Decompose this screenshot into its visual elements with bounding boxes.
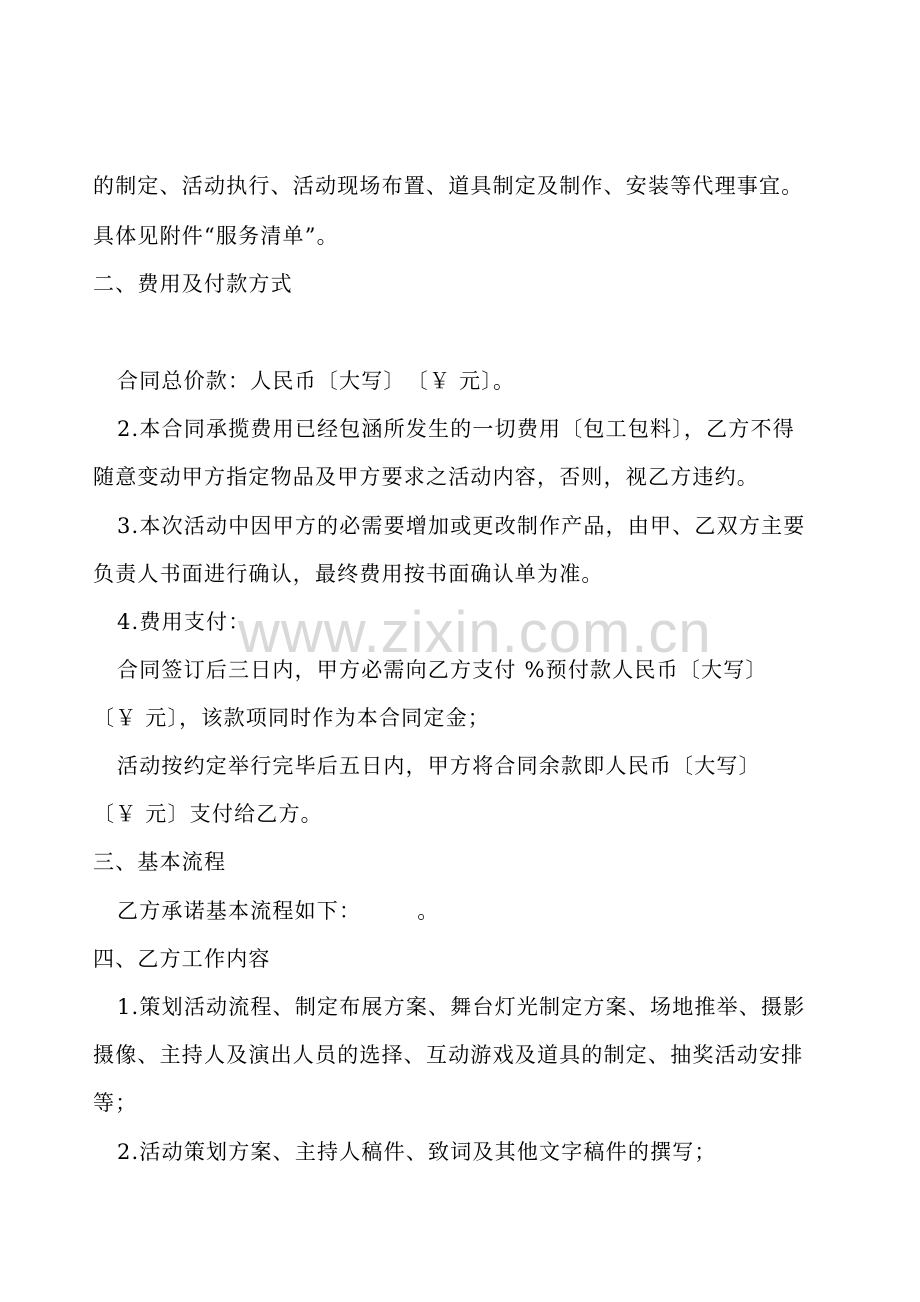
- section-heading: 四、乙方工作内容: [93, 947, 271, 971]
- body-line: 负责人书面进行确认，最终费用按书面确认单为准。: [93, 562, 604, 586]
- body-line: 〔￥ 元〕，该款项同时作为本合同定金；: [93, 706, 490, 730]
- body-line: 1.策划活动流程、制定布展方案、舞台灯光制定方案、场地推举、摄影: [117, 995, 806, 1019]
- body-line: 合同签订后三日内，甲方必需向乙方支付 %预付款人民币〔大写〕: [117, 658, 768, 682]
- section-heading: 二、费用及付款方式: [93, 272, 293, 296]
- body-line: 乙方承诺基本流程如下： 。: [117, 899, 440, 923]
- body-line: 的制定、活动执行、活动现场布置、道具制定及制作、安装等代理事宜。: [93, 174, 804, 198]
- body-line: 合同总价款：人民币〔大写〕 〔￥ 元〕。: [117, 369, 516, 393]
- body-line: 具体见附件“服务清单”。: [93, 224, 339, 248]
- body-line: 3.本次活动中因甲方的必需要增加或更改制作产品，由甲、乙双方主要: [117, 514, 806, 538]
- body-line: 活动按约定举行完毕后五日内，甲方将合同余款即人民币〔大写〕: [117, 754, 761, 778]
- body-line: 随意变动甲方指定物品及甲方要求之活动内容，否则，视乙方违约。: [93, 465, 759, 489]
- body-line: 等；: [93, 1091, 138, 1115]
- watermark: www.zixin.com.cn: [238, 600, 712, 665]
- body-line: 2.本合同承揽费用已经包涵所发生的一切费用〔包工包料〕，乙方不得: [117, 417, 795, 441]
- body-line: 2.活动策划方案、主持人稿件、致词及其他文字稿件的撰写；: [117, 1140, 717, 1164]
- body-line: 〔￥ 元〕支付给乙方。: [93, 802, 323, 826]
- body-line: 摄像、主持人及演出人员的选择、互动游戏及道具的制定、抽奖活动安排: [93, 1043, 804, 1067]
- section-heading: 三、基本流程: [93, 850, 227, 874]
- body-line: 4.费用支付：: [117, 610, 251, 634]
